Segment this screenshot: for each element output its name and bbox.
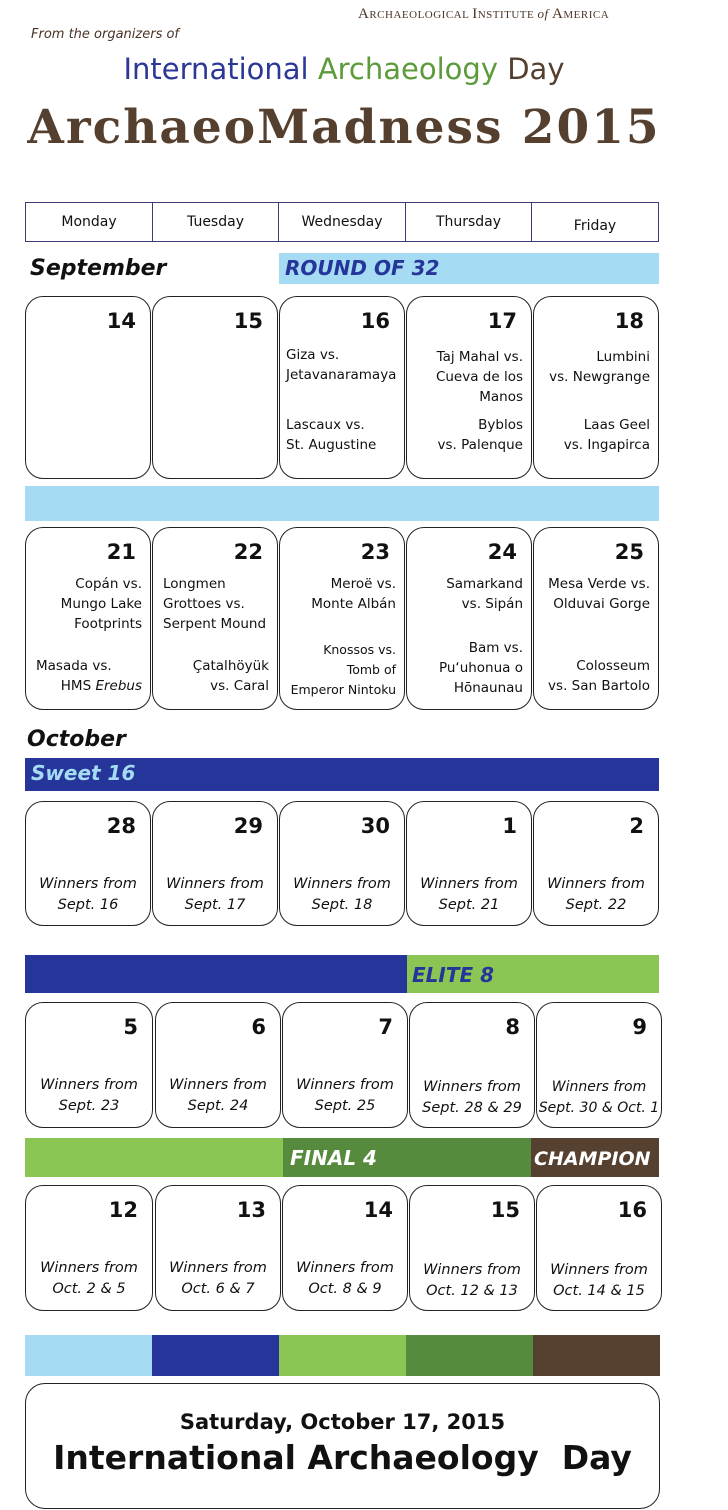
day-cell-oct-16 (536, 1185, 662, 1311)
winners-note: Winners from Sept. 18 (293, 876, 391, 913)
winners-note: Winners from Sept. 28 & 29 (422, 1079, 522, 1116)
day-cell-oct-9 (536, 1002, 662, 1128)
winners-note: Winners from Oct. 6 & 7 (169, 1260, 267, 1297)
matchup: Bam vs. Pu‘uhonua o Hōnaunau (438, 640, 523, 696)
day-cell-oct-6 (155, 1002, 281, 1128)
elite-8-label: ELITE 8 (412, 963, 495, 987)
day-cell-sep-24 (406, 527, 532, 710)
event-date: Saturday, October 17, 2015 (179, 1410, 506, 1434)
matchup: Çatalhöyük vs. Caral (192, 658, 269, 694)
day-cell-sep-17 (406, 296, 532, 479)
winners-note: Winners from Sept. 17 (166, 876, 264, 913)
winners-note: Winners from Oct. 2 & 5 (40, 1260, 138, 1297)
round-of-32-band-week2 (25, 486, 659, 521)
day-cell-sep-30 (279, 801, 405, 926)
date-number: 9 (632, 1015, 647, 1039)
date-number: 6 (251, 1015, 266, 1039)
day-cell-oct-7 (282, 1002, 408, 1128)
date-number: 2 (629, 814, 644, 838)
day-cell-oct-15 (409, 1185, 535, 1311)
organizers-line: From the organizers of (31, 27, 180, 42)
color-strip-dark-green (406, 1335, 533, 1376)
final-4-label: FINAL 4 (290, 1146, 377, 1170)
date-number: 13 (236, 1198, 266, 1222)
matchup: Lascaux vs. St. Augustine (286, 417, 377, 453)
day-header-tuesday: Tuesday (152, 202, 279, 242)
winners-note: Winners from Sept. 16 (39, 876, 137, 913)
day-cell-sep-22 (152, 527, 278, 710)
date-number: 18 (614, 309, 644, 333)
date-number: 14 (363, 1198, 393, 1222)
date-number: 30 (360, 814, 390, 838)
winners-note: Winners from Sept. 23 (40, 1077, 138, 1114)
matchup: Colosseum vs. San Bartolo (548, 658, 650, 694)
date-number: 24 (487, 540, 517, 564)
winners-note: Winners from Oct. 14 & 15 (550, 1262, 648, 1299)
date-number: 29 (233, 814, 263, 838)
day-cell-sep-16 (279, 296, 405, 479)
institute-name: ARCHAEOLOGICAL INSTITUTE of AMERICA (358, 6, 610, 22)
matchup: Knossos vs. Tomb of Emperor Nintoku (290, 642, 396, 697)
sweet-16-band-week4 (25, 955, 407, 993)
winners-note: Winners from Sept. 24 (169, 1077, 267, 1114)
matchup: Samarkand vs. Sipán (446, 576, 523, 612)
matchup: Laas Geel vs. Ingapirca (563, 417, 650, 453)
day-cell-sep-29 (152, 801, 278, 926)
day-cell-oct-2 (533, 801, 659, 926)
date-number: 8 (505, 1015, 520, 1039)
color-strip-light-blue (25, 1335, 152, 1376)
matchup: Meroë vs. Monte Albán (311, 576, 396, 612)
winners-note: Winners from Oct. 8 & 9 (296, 1260, 394, 1297)
date-number: 25 (614, 540, 644, 564)
day-header-friday: Friday (531, 202, 659, 242)
date-number: 5 (123, 1015, 138, 1039)
event-name: International Archaeology Day (123, 52, 565, 86)
day-cell-oct-8 (409, 1002, 535, 1128)
day-cell-oct-12 (25, 1185, 153, 1311)
date-number: 14 (106, 309, 136, 333)
month-september: September (30, 256, 167, 281)
sweet-16-label: Sweet 16 (31, 761, 136, 785)
elite-8-band-week5 (25, 1138, 283, 1177)
date-number: 17 (487, 309, 517, 333)
day-cell-oct-5 (25, 1002, 153, 1128)
date-number: 28 (106, 814, 136, 838)
color-strip-light-green (279, 1335, 406, 1376)
day-cell-sep-14 (25, 296, 151, 479)
date-number: 21 (106, 540, 136, 564)
matchup: Mesa Verde vs. Olduvai Gorge (548, 576, 650, 612)
date-number: 16 (360, 309, 390, 333)
round-of-32-label: ROUND OF 32 (285, 256, 440, 280)
day-cell-sep-28 (25, 801, 151, 926)
day-cell-sep-18 (533, 296, 659, 479)
day-header-thursday: Thursday (405, 202, 532, 242)
day-cell-oct-13 (155, 1185, 281, 1311)
matchup: Giza vs. Jetavanaramaya (286, 347, 397, 383)
day-cell-sep-23 (279, 527, 405, 710)
date-number: 12 (108, 1198, 138, 1222)
month-october: October (27, 727, 126, 752)
day-header-wednesday: Wednesday (278, 202, 406, 242)
day-cell-sep-21 (25, 527, 151, 710)
date-number: 1 (502, 814, 517, 838)
date-number: 15 (233, 309, 263, 333)
matchup: Taj Mahal vs. Cueva de los Manos (435, 349, 523, 405)
matchup: Longmen Grottoes vs. Serpent Mound (163, 576, 267, 632)
day-cell-sep-15 (152, 296, 278, 479)
date-number: 7 (378, 1015, 393, 1039)
winners-note: Winners from Oct. 12 & 13 (423, 1262, 521, 1299)
page-title: ArchaeoMadness 2015 (27, 100, 661, 155)
date-number: 22 (233, 540, 263, 564)
winners-note: Winners from Sept. 21 (420, 876, 518, 913)
day-cell-oct-14 (282, 1185, 408, 1311)
date-number: 15 (490, 1198, 520, 1222)
matchup: Masada vs. HMS Erebus (36, 658, 142, 694)
matchup: Lumbini vs. Newgrange (549, 349, 650, 385)
matchup: Copán vs. Mungo Lake Footprints (60, 576, 142, 632)
champion-label: CHAMPION (534, 1148, 651, 1170)
winners-note: Winners from Sept. 25 (296, 1077, 394, 1114)
winners-note: Winners from Sept. 22 (547, 876, 645, 913)
color-strip-dark-blue (152, 1335, 279, 1376)
color-strip-brown (533, 1335, 660, 1376)
matchup: Byblos vs. Palenque (437, 417, 523, 453)
event-footer-title: International Archaeology Day (53, 1438, 632, 1477)
winners-note: Winners from Sept. 30 & Oct. 1 (538, 1079, 660, 1116)
date-number: 23 (360, 540, 390, 564)
date-number: 16 (617, 1198, 647, 1222)
day-header-monday: Monday (25, 202, 153, 242)
day-cell-sep-25 (533, 527, 659, 710)
event-footer-box (25, 1383, 660, 1509)
day-cell-oct-1 (406, 801, 532, 926)
